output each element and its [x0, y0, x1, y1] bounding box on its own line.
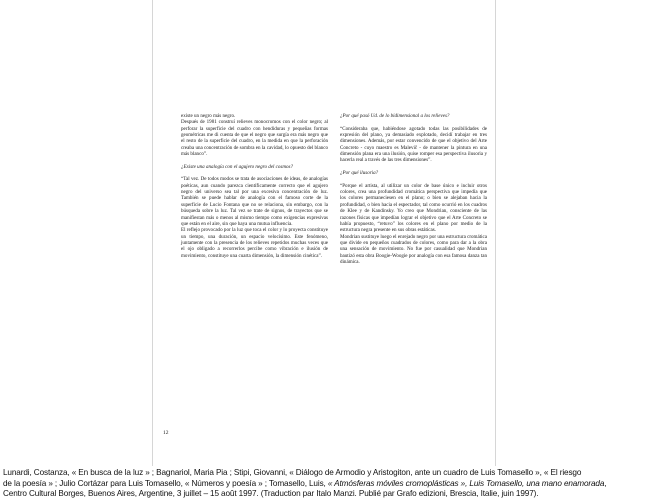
interview-question: ¿Por qué ilusoria? [340, 170, 379, 177]
citation-line: Lunardi, Costanza, « En busca de la luz » ; Bagnariol, Maria Pia ; Stipi, Giovanni, « Diálogo de Armodio y Aristogiton, ante un cuadro de Luis Tomasello », « El riesgo [3, 468, 582, 477]
right-paragraph: Mondrian sustituye luego el enrejado negro por una estructura cromática que divide en pequeños cuadrados de colores, como para dar a la obra una sensación de movimiento. No fue por casualidad que Mondrian bautizó esta obra Boogie-Woogie por analogía con esa famosa danza tan dinámica. [340, 233, 487, 265]
left-paragraph: Después de 1981 construí relieves monocromos con el color negro; al perforar la superficie del cuadro con hendiduras y pequeñas formas geométricas me di cuenta de que el negro que surgía era más negro que el resto de la superficie del cuadro, en la medida en que la perforación creaba una concentración de sombra en la cavidad, lo opuesto del blanco más blanco”. [181, 119, 328, 158]
citation-line: Centro Cultural Borges, Buenos Aires, Argentine, 3 juillet – 15 août 1997. (Traduction par Italo Manzi. Publié par Grafo edizioni, Brescia, Italie, juin 1997). [3, 489, 539, 499]
citation-text: de la poesía » ; Julio Cortázar para Luis Tomasello, « Números y poesía » ; Tomasello, Luis, [3, 478, 328, 488]
citation-text: , [604, 478, 607, 488]
page-number: 12 [163, 430, 169, 436]
citation [3, 468, 647, 500]
left-paragraph: “Tal vez. De todos modos se trata de asociaciones de ideas, de analogías poéticas, aun cuando parezca científicamente correcto que el agujero negro del universo sea tal por una excesiva concentración de luz. También se puede hablar de analogía con el famoso corte de la superficie de Lucio Fontana que no se relaciona, sin embargo, con la búsqueda sobre la luz. Tal vez se trate de signos, de trayectos que se manifiestan más o menos al mismo tiempo como exigencias expresivas que están en el aire, sin que haya una mutua influencia. [181, 176, 328, 227]
interview-question: ¿Por qué pasó Ud. de lo bidimensional a los relieves? [340, 113, 450, 119]
left-column [181, 113, 328, 259]
left-paragraph: existe un negro más negro. [181, 113, 236, 119]
citation-title: « Atmósferas móviles cromoplásticas », Luis Tomasello, una mano enamorada [327, 478, 605, 488]
book-page [152, 0, 496, 466]
citation-line [3, 479, 647, 490]
interview-question: ¿Existe una analogía con el agujero negro del cosmos? [181, 163, 294, 170]
right-paragraph: “Porque el artista, al utilizar un color de base único e incluir otros colores, crea una profundidad cromática perspectiva que impedía que los colores permaneciesen en el plano; o bien se alejaban hacia la profundidad, o bien hacia el espectador, tal como ocurrió en los cuadros de Klee y de Kandinsky. Yo creo que Mondrian, consciente de las razones físicas que impedían lograr el objetivo que el Arte Concreto se había propuesto, “retuvo” los colores en el plano por medio de la estructura negra presente en sus obras estáticas. [340, 182, 487, 234]
right-paragraph: “Consideraba que, habiéndose agotado todas las posibilidades de expresión del plano, ya demasiado explotado, decidí trabajar en tres dimensiones. Además, por estar convencido de que el objetivo del Arte Concreto - cuyo maestro es Malevič - de mantener la pintura en una dimensión plana era una ilusión, quise romper esa perspectiva ilusoria y hacerla real a través de las tres dimensiones”. [340, 125, 487, 164]
right-column [340, 113, 487, 265]
left-paragraph: El reflejo provocado por la luz que toca el color y lo proyecta constituye un tiempo, una duración, un espacio velocísimo. Este fenómeno, juntamente con la presencia de los relieves repetidos muchas veces que el ojo obligado a recorrerlos percibe como vibración e ilusión de movimiento, constituye una cuarta dimensión, la dimensión cinética”. [181, 227, 328, 259]
